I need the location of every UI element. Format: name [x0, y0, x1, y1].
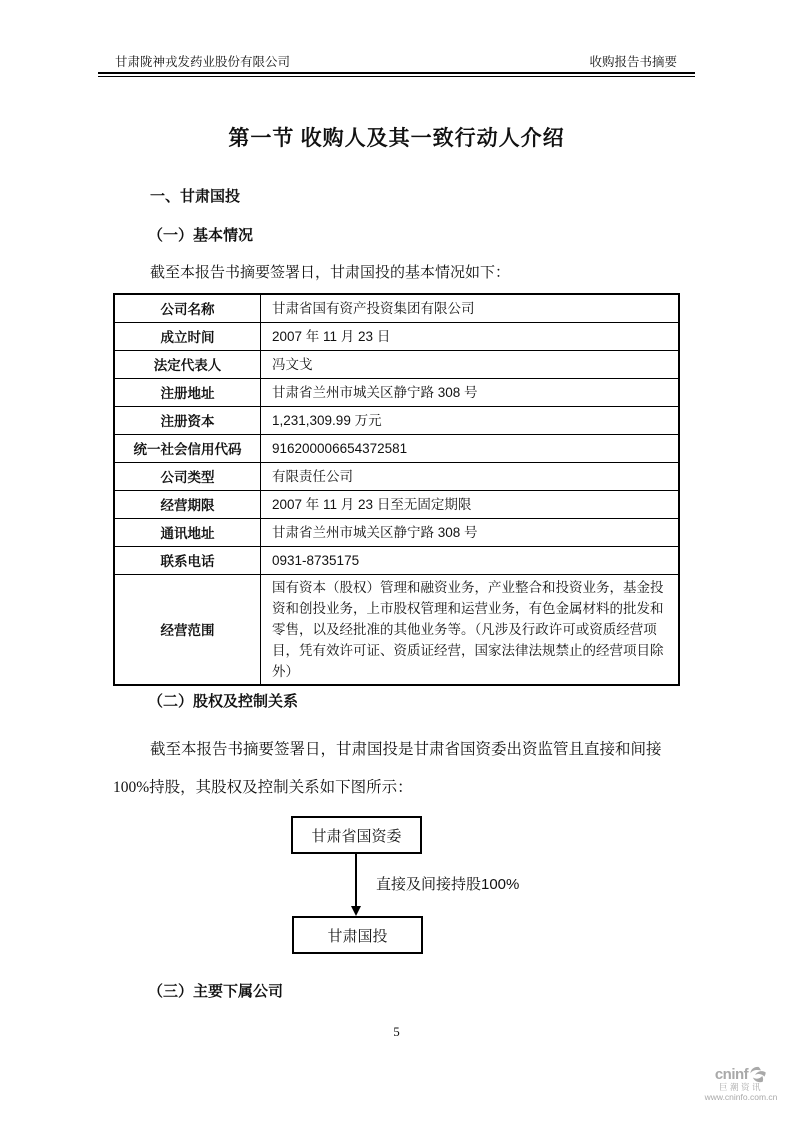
row-value: 0931-8735175: [261, 546, 680, 574]
company-info-table-body: [114, 294, 679, 685]
row-value: 冯文戈: [261, 350, 680, 378]
subsection1-heading: （一）基本情况: [148, 228, 254, 244]
section1-heading: 一、甘肃国投: [150, 189, 241, 205]
ownership-paragraph-line2: 100%持股，其股权及控制关系如下图所示：: [113, 779, 413, 796]
table-row: [114, 462, 679, 490]
table-row: [114, 518, 679, 546]
row-label: 公司类型: [114, 462, 261, 490]
row-label: 注册地址: [114, 378, 261, 406]
header-rule: [98, 72, 695, 77]
cninfo-logo: [695, 1066, 787, 1103]
table-row: [114, 406, 679, 434]
header-company-name: 甘肃陇神戎发药业股份有限公司: [115, 55, 291, 69]
subsection2-heading: （二）股权及控制关系: [148, 694, 299, 710]
row-value: 916200006654372581: [261, 434, 680, 462]
row-label: 经营范围: [114, 574, 261, 685]
cninfo-swirl-icon: [749, 1066, 767, 1083]
table-row: [114, 322, 679, 350]
table-row: [114, 294, 679, 322]
diagram-box-subsidiary: 甘肃国投: [292, 916, 423, 954]
row-value: 2007 年 11 月 23 日: [261, 322, 680, 350]
table-row: [114, 574, 679, 685]
row-value: 甘肃省兰州市城关区静宁路 308 号: [261, 518, 680, 546]
intro-paragraph: 截至本报告书摘要签署日，甘肃国投的基本情况如下：: [150, 265, 511, 281]
diagram-box-parent: 甘肃省国资委: [291, 816, 422, 854]
row-value: 甘肃省兰州市城关区静宁路 308 号: [261, 378, 680, 406]
row-label: 通讯地址: [114, 518, 261, 546]
cninfo-brand-row: [695, 1066, 787, 1083]
table-row: [114, 490, 679, 518]
row-value: 2007 年 11 月 23 日至无固定期限: [261, 490, 680, 518]
cninfo-cn-name: 巨潮资讯: [718, 1082, 763, 1093]
table-row: [114, 434, 679, 462]
header-doc-type: 收购报告书摘要: [589, 55, 677, 69]
row-label: 法定代表人: [114, 350, 261, 378]
page-title: 第一节 收购人及其一致行动人介绍: [228, 126, 565, 150]
row-label: 经营期限: [114, 490, 261, 518]
cninfo-brand-text: cninf: [714, 1066, 749, 1083]
row-value: 国有资本（股权）管理和融资业务，产业整合和投资业务，基金投资和创投业务，上市股权管理和运营业务，有色金属材料的批发和零售，以及经批准的其他业务等。（凡涉及行政许可或资质经营项目，凭有效许可证、资质证经营，国家法律法规禁止的经营项目除外）: [261, 574, 680, 685]
row-value: 1,231,309.99 万元: [261, 406, 680, 434]
table-row: [114, 350, 679, 378]
row-label: 成立时间: [114, 322, 261, 350]
row-value: 有限责任公司: [261, 462, 680, 490]
subsection3-heading: （三）主要下属公司: [148, 984, 284, 1000]
row-label: 联系电话: [114, 546, 261, 574]
table-row: [114, 546, 679, 574]
row-label: 统一社会信用代码: [114, 434, 261, 462]
ownership-paragraph-line1: 截至本报告书摘要签署日，甘肃国投是甘肃省国资委出资监管且直接和间接: [150, 741, 662, 758]
row-label: 注册资本: [114, 406, 261, 434]
table-row: [114, 378, 679, 406]
row-label: 公司名称: [114, 294, 261, 322]
diagram-arrowhead-icon: [351, 906, 361, 916]
diagram-connector-line: [355, 854, 357, 907]
page-number: 5: [393, 1024, 400, 1039]
company-info-table: [113, 293, 680, 686]
cninfo-url: www.cninfo.com.cn: [704, 1092, 778, 1103]
row-value: 甘肃省国有资产投资集团有限公司: [261, 294, 680, 322]
diagram-arrow-label: 直接及间接持股100%: [376, 876, 520, 893]
